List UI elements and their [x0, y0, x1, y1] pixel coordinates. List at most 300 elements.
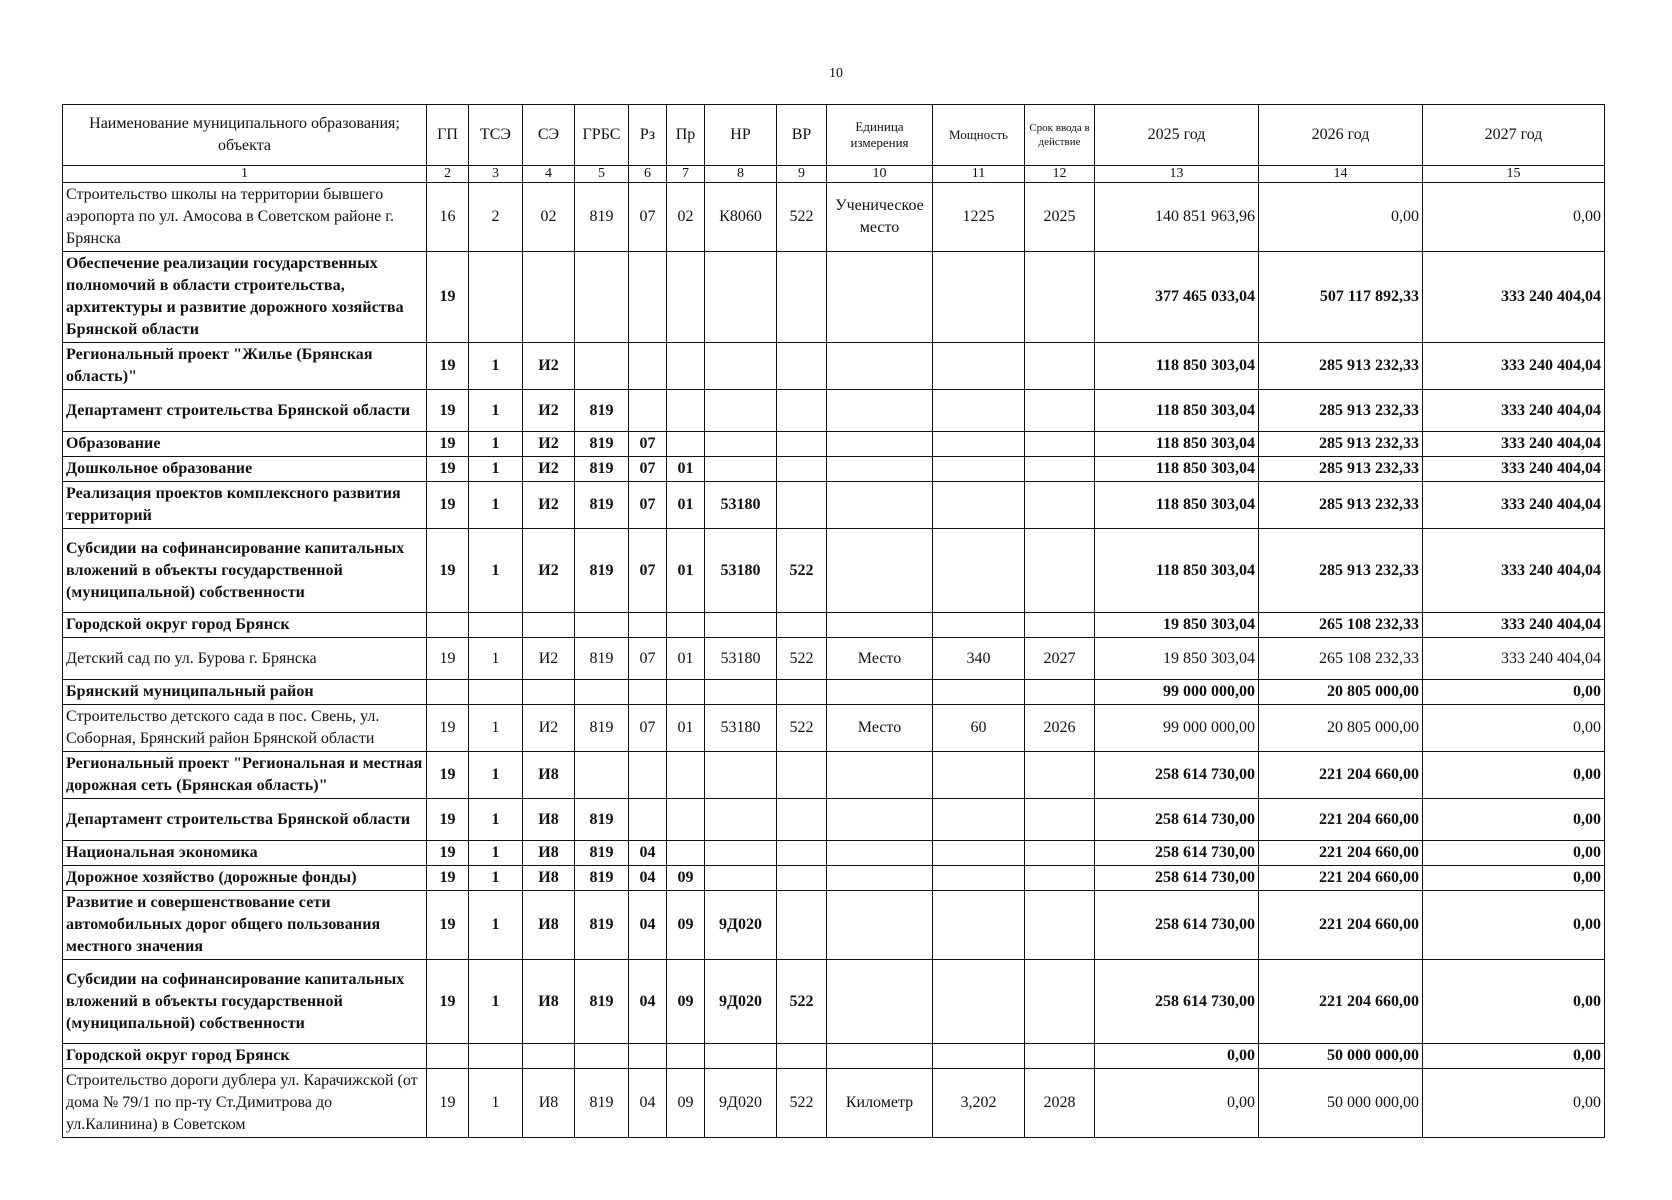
- row-name: Дорожное хозяйство (дорожные фонды): [63, 866, 427, 891]
- capacity: 1225: [933, 183, 1025, 252]
- nr-code: 53180: [705, 638, 777, 680]
- header-year-2025: 2025 год: [1095, 105, 1259, 166]
- tse-code: 1: [469, 390, 523, 432]
- capacity: [933, 841, 1025, 866]
- rz-code: 07: [629, 705, 667, 752]
- vr-code: 522: [777, 1069, 827, 1138]
- unit: [827, 432, 933, 457]
- unit: [827, 841, 933, 866]
- rz-code: [629, 752, 667, 799]
- column-number: 2: [427, 166, 469, 183]
- gp-code: 19: [427, 529, 469, 613]
- tse-code: 1: [469, 705, 523, 752]
- rz-code: 04: [629, 841, 667, 866]
- grbs-code: [575, 752, 629, 799]
- amount-2026: 221 204 660,00: [1259, 841, 1423, 866]
- commission-year: [1025, 960, 1095, 1044]
- tse-code: [469, 680, 523, 705]
- grbs-code: 819: [575, 841, 629, 866]
- amount-2027: 333 240 404,04: [1423, 529, 1605, 613]
- se-code: И8: [523, 866, 575, 891]
- se-code: И2: [523, 390, 575, 432]
- vr-code: 522: [777, 705, 827, 752]
- header-unit: Единица измерения: [827, 105, 933, 166]
- grbs-code: 819: [575, 705, 629, 752]
- gp-code: 19: [427, 432, 469, 457]
- table-row: [63, 680, 1605, 705]
- amount-2027: 0,00: [1423, 866, 1605, 891]
- rz-code: [629, 390, 667, 432]
- nr-code: 53180: [705, 705, 777, 752]
- vr-code: 522: [777, 529, 827, 613]
- amount-2027: 333 240 404,04: [1423, 613, 1605, 638]
- amount-2026: 0,00: [1259, 183, 1423, 252]
- amount-2025: 118 850 303,04: [1095, 343, 1259, 390]
- amount-2026: 20 805 000,00: [1259, 705, 1423, 752]
- rz-code: 04: [629, 891, 667, 960]
- row-name: Департамент строительства Брянской области: [63, 799, 427, 841]
- grbs-code: 819: [575, 432, 629, 457]
- pr-code: 09: [667, 1069, 705, 1138]
- table-row: [63, 432, 1605, 457]
- row-name: Городской округ город Брянск: [63, 613, 427, 638]
- vr-code: [777, 866, 827, 891]
- se-code: И2: [523, 457, 575, 482]
- pr-code: 01: [667, 705, 705, 752]
- nr-code: [705, 457, 777, 482]
- amount-2027: 0,00: [1423, 891, 1605, 960]
- nr-code: [705, 866, 777, 891]
- vr-code: [777, 1044, 827, 1069]
- gp-code: [427, 1044, 469, 1069]
- pr-code: 02: [667, 183, 705, 252]
- row-name: Строительство школы на территории бывшего аэропорта по ул. Амосова в Советском районе г. Брянска: [63, 183, 427, 252]
- column-number: 4: [523, 166, 575, 183]
- capacity: [933, 457, 1025, 482]
- unit: [827, 960, 933, 1044]
- vr-code: [777, 482, 827, 529]
- capacity: [933, 960, 1025, 1044]
- amount-2027: 333 240 404,04: [1423, 390, 1605, 432]
- tse-code: 1: [469, 866, 523, 891]
- capacity: 3,202: [933, 1069, 1025, 1138]
- capacity: [933, 252, 1025, 343]
- header-capacity: Мощность: [933, 105, 1025, 166]
- commission-year: [1025, 482, 1095, 529]
- nr-code: [705, 1044, 777, 1069]
- pr-code: 01: [667, 638, 705, 680]
- amount-2027: 0,00: [1423, 680, 1605, 705]
- tse-code: 1: [469, 799, 523, 841]
- pr-code: [667, 752, 705, 799]
- nr-code: [705, 841, 777, 866]
- pr-code: [667, 390, 705, 432]
- commission-year: 2025: [1025, 183, 1095, 252]
- row-name: Региональный проект "Региональная и местная дорожная сеть (Брянская область)": [63, 752, 427, 799]
- vr-code: [777, 680, 827, 705]
- row-name: Национальная экономика: [63, 841, 427, 866]
- capacity: [933, 432, 1025, 457]
- gp-code: 19: [427, 343, 469, 390]
- tse-code: [469, 252, 523, 343]
- vr-code: 522: [777, 960, 827, 1044]
- nr-code: 9Д020: [705, 1069, 777, 1138]
- unit: Место: [827, 705, 933, 752]
- pr-code: 09: [667, 866, 705, 891]
- table-row: [63, 752, 1605, 799]
- capacity: [933, 799, 1025, 841]
- pr-code: [667, 1044, 705, 1069]
- nr-code: [705, 390, 777, 432]
- tse-code: 2: [469, 183, 523, 252]
- amount-2026: 221 204 660,00: [1259, 752, 1423, 799]
- capacity: [933, 343, 1025, 390]
- header-tse: ТСЭ: [469, 105, 523, 166]
- vr-code: 522: [777, 183, 827, 252]
- rz-code: [629, 252, 667, 343]
- grbs-code: 819: [575, 1069, 629, 1138]
- table-row: [63, 1044, 1605, 1069]
- nr-code: [705, 252, 777, 343]
- amount-2026: 285 913 232,33: [1259, 343, 1423, 390]
- amount-2025: 258 614 730,00: [1095, 752, 1259, 799]
- rz-code: 07: [629, 183, 667, 252]
- commission-year: 2027: [1025, 638, 1095, 680]
- gp-code: 19: [427, 390, 469, 432]
- header-year-2027: 2027 год: [1423, 105, 1605, 166]
- header-pr: Пр: [667, 105, 705, 166]
- se-code: [523, 252, 575, 343]
- se-code: И8: [523, 799, 575, 841]
- column-number: 15: [1423, 166, 1605, 183]
- pr-code: 09: [667, 960, 705, 1044]
- amount-2027: 0,00: [1423, 183, 1605, 252]
- amount-2027: 0,00: [1423, 799, 1605, 841]
- se-code: И8: [523, 1069, 575, 1138]
- grbs-code: 819: [575, 390, 629, 432]
- table-row: [63, 390, 1605, 432]
- commission-year: [1025, 680, 1095, 705]
- commission-year: [1025, 752, 1095, 799]
- header-rz: Рз: [629, 105, 667, 166]
- amount-2026: 285 913 232,33: [1259, 457, 1423, 482]
- gp-code: 19: [427, 638, 469, 680]
- gp-code: 19: [427, 799, 469, 841]
- budget-table: [62, 104, 1605, 1138]
- amount-2025: 377 465 033,04: [1095, 252, 1259, 343]
- amount-2026: 221 204 660,00: [1259, 960, 1423, 1044]
- amount-2025: 258 614 730,00: [1095, 891, 1259, 960]
- tse-code: 1: [469, 960, 523, 1044]
- table-row: [63, 705, 1605, 752]
- se-code: [523, 1044, 575, 1069]
- capacity: [933, 529, 1025, 613]
- table-row: [63, 1069, 1605, 1138]
- table-row: [63, 252, 1605, 343]
- tse-code: 1: [469, 529, 523, 613]
- se-code: И8: [523, 891, 575, 960]
- tse-code: 1: [469, 841, 523, 866]
- vr-code: [777, 432, 827, 457]
- rz-code: 04: [629, 1069, 667, 1138]
- amount-2026: 507 117 892,33: [1259, 252, 1423, 343]
- amount-2027: 0,00: [1423, 705, 1605, 752]
- row-name: Субсидии на софинансирование капитальных вложений в объекты государственной (муниципальной) собственности: [63, 960, 427, 1044]
- rz-code: 07: [629, 638, 667, 680]
- amount-2027: 0,00: [1423, 1069, 1605, 1138]
- vr-code: [777, 613, 827, 638]
- table-row: [63, 638, 1605, 680]
- row-name: Субсидии на софинансирование капитальных вложений в объекты государственной (муниципальной) собственности: [63, 529, 427, 613]
- commission-year: [1025, 799, 1095, 841]
- column-number-row: [63, 166, 1605, 183]
- amount-2026: 50 000 000,00: [1259, 1069, 1423, 1138]
- column-number: 11: [933, 166, 1025, 183]
- tse-code: [469, 613, 523, 638]
- grbs-code: [575, 252, 629, 343]
- amount-2025: 258 614 730,00: [1095, 841, 1259, 866]
- commission-year: 2028: [1025, 1069, 1095, 1138]
- table-row: [63, 613, 1605, 638]
- se-code: И2: [523, 482, 575, 529]
- rz-code: [629, 343, 667, 390]
- gp-code: 19: [427, 960, 469, 1044]
- table-row: [63, 482, 1605, 529]
- grbs-code: 819: [575, 799, 629, 841]
- amount-2025: 140 851 963,96: [1095, 183, 1259, 252]
- unit: [827, 457, 933, 482]
- gp-code: [427, 613, 469, 638]
- vr-code: [777, 891, 827, 960]
- amount-2025: 0,00: [1095, 1069, 1259, 1138]
- pr-code: [667, 432, 705, 457]
- se-code: И2: [523, 343, 575, 390]
- amount-2027: 333 240 404,04: [1423, 638, 1605, 680]
- tse-code: 1: [469, 457, 523, 482]
- capacity: [933, 613, 1025, 638]
- grbs-code: 819: [575, 638, 629, 680]
- table-row: [63, 343, 1605, 390]
- capacity: 60: [933, 705, 1025, 752]
- se-code: 02: [523, 183, 575, 252]
- capacity: 340: [933, 638, 1025, 680]
- pr-code: 01: [667, 529, 705, 613]
- amount-2025: 258 614 730,00: [1095, 799, 1259, 841]
- pr-code: [667, 841, 705, 866]
- gp-code: 19: [427, 1069, 469, 1138]
- header-grbs: ГРБС: [575, 105, 629, 166]
- row-name: Департамент строительства Брянской области: [63, 390, 427, 432]
- unit: [827, 680, 933, 705]
- capacity: [933, 482, 1025, 529]
- commission-year: 2026: [1025, 705, 1095, 752]
- vr-code: [777, 457, 827, 482]
- rz-code: [629, 799, 667, 841]
- amount-2025: 118 850 303,04: [1095, 432, 1259, 457]
- column-number: 12: [1025, 166, 1095, 183]
- amount-2026: 221 204 660,00: [1259, 891, 1423, 960]
- capacity: [933, 390, 1025, 432]
- column-number: 9: [777, 166, 827, 183]
- tse-code: 1: [469, 638, 523, 680]
- unit: [827, 252, 933, 343]
- column-number: 7: [667, 166, 705, 183]
- pr-code: [667, 799, 705, 841]
- column-number: 6: [629, 166, 667, 183]
- rz-code: 04: [629, 960, 667, 1044]
- grbs-code: [575, 343, 629, 390]
- gp-code: 19: [427, 482, 469, 529]
- table-row: [63, 841, 1605, 866]
- rz-code: [629, 680, 667, 705]
- header-row: [63, 105, 1605, 166]
- commission-year: [1025, 1044, 1095, 1069]
- pr-code: [667, 343, 705, 390]
- amount-2025: 19 850 303,04: [1095, 638, 1259, 680]
- tse-code: 1: [469, 343, 523, 390]
- nr-code: 9Д020: [705, 891, 777, 960]
- row-name: Детский сад по ул. Бурова г. Брянска: [63, 638, 427, 680]
- vr-code: [777, 752, 827, 799]
- commission-year: [1025, 841, 1095, 866]
- amount-2026: 265 108 232,33: [1259, 613, 1423, 638]
- gp-code: 19: [427, 705, 469, 752]
- row-name: Образование: [63, 432, 427, 457]
- grbs-code: 819: [575, 891, 629, 960]
- amount-2026: 50 000 000,00: [1259, 1044, 1423, 1069]
- unit: [827, 752, 933, 799]
- row-name: Региональный проект "Жилье (Брянская область)": [63, 343, 427, 390]
- nr-code: [705, 613, 777, 638]
- gp-code: 19: [427, 752, 469, 799]
- se-code: [523, 680, 575, 705]
- table-row: [63, 799, 1605, 841]
- gp-code: [427, 680, 469, 705]
- grbs-code: 819: [575, 960, 629, 1044]
- nr-code: 9Д020: [705, 960, 777, 1044]
- amount-2026: 285 913 232,33: [1259, 432, 1423, 457]
- table-row: [63, 529, 1605, 613]
- grbs-code: [575, 1044, 629, 1069]
- se-code: И8: [523, 752, 575, 799]
- nr-code: [705, 343, 777, 390]
- gp-code: 19: [427, 252, 469, 343]
- unit: [827, 390, 933, 432]
- amount-2025: 99 000 000,00: [1095, 705, 1259, 752]
- amount-2026: 20 805 000,00: [1259, 680, 1423, 705]
- header-year-2026: 2026 год: [1259, 105, 1423, 166]
- table-row: [63, 866, 1605, 891]
- page-number: 10: [829, 66, 843, 81]
- gp-code: 19: [427, 891, 469, 960]
- row-name: Развитие и совершенствование сети автомобильных дорог общего пользования местного значения: [63, 891, 427, 960]
- rz-code: 07: [629, 457, 667, 482]
- vr-code: [777, 799, 827, 841]
- tse-code: 1: [469, 891, 523, 960]
- commission-year: [1025, 529, 1095, 613]
- capacity: [933, 891, 1025, 960]
- table-row: [63, 183, 1605, 252]
- amount-2025: 258 614 730,00: [1095, 960, 1259, 1044]
- vr-code: [777, 343, 827, 390]
- amount-2026: 221 204 660,00: [1259, 799, 1423, 841]
- gp-code: 19: [427, 866, 469, 891]
- amount-2026: 221 204 660,00: [1259, 866, 1423, 891]
- nr-code: 53180: [705, 529, 777, 613]
- unit: [827, 529, 933, 613]
- header-name: Наименование муниципального образования; объекта: [63, 105, 427, 166]
- column-number: 13: [1095, 166, 1259, 183]
- commission-year: [1025, 613, 1095, 638]
- capacity: [933, 680, 1025, 705]
- rz-code: 07: [629, 529, 667, 613]
- gp-code: 19: [427, 457, 469, 482]
- header-nr: НР: [705, 105, 777, 166]
- unit: [827, 891, 933, 960]
- amount-2026: 285 913 232,33: [1259, 529, 1423, 613]
- tse-code: 1: [469, 1069, 523, 1138]
- vr-code: [777, 252, 827, 343]
- se-code: [523, 613, 575, 638]
- table-row: [63, 960, 1605, 1044]
- unit: Ученическое место: [827, 183, 933, 252]
- capacity: [933, 1044, 1025, 1069]
- column-number: 3: [469, 166, 523, 183]
- se-code: И8: [523, 960, 575, 1044]
- gp-code: 16: [427, 183, 469, 252]
- gp-code: 19: [427, 841, 469, 866]
- rz-code: 04: [629, 866, 667, 891]
- grbs-code: 819: [575, 457, 629, 482]
- unit: [827, 343, 933, 390]
- commission-year: [1025, 390, 1095, 432]
- pr-code: 01: [667, 482, 705, 529]
- row-name: Брянский муниципальный район: [63, 680, 427, 705]
- nr-code: К8060: [705, 183, 777, 252]
- amount-2027: 333 240 404,04: [1423, 482, 1605, 529]
- nr-code: [705, 752, 777, 799]
- grbs-code: 819: [575, 866, 629, 891]
- row-name: Строительство дороги дублера ул. Карачижской (от дома № 79/1 по пр-ту Ст.Димитрова до ул.Калинина) в Советском: [63, 1069, 427, 1138]
- amount-2026: 265 108 232,33: [1259, 638, 1423, 680]
- row-name: Реализация проектов комплексного развития территорий: [63, 482, 427, 529]
- tse-code: [469, 1044, 523, 1069]
- tse-code: 1: [469, 752, 523, 799]
- nr-code: [705, 680, 777, 705]
- nr-code: [705, 432, 777, 457]
- rz-code: 07: [629, 482, 667, 529]
- tse-code: 1: [469, 482, 523, 529]
- commission-year: [1025, 252, 1095, 343]
- table-row: [63, 891, 1605, 960]
- amount-2027: 333 240 404,04: [1423, 252, 1605, 343]
- vr-code: [777, 390, 827, 432]
- amount-2027: 333 240 404,04: [1423, 457, 1605, 482]
- amount-2026: 285 913 232,33: [1259, 482, 1423, 529]
- amount-2027: 333 240 404,04: [1423, 343, 1605, 390]
- se-code: И2: [523, 638, 575, 680]
- nr-code: 53180: [705, 482, 777, 529]
- table-row: [63, 457, 1605, 482]
- row-name: Дошкольное образование: [63, 457, 427, 482]
- header-vr: ВР: [777, 105, 827, 166]
- amount-2025: 118 850 303,04: [1095, 457, 1259, 482]
- unit: [827, 482, 933, 529]
- nr-code: [705, 799, 777, 841]
- column-number: 10: [827, 166, 933, 183]
- amount-2027: 333 240 404,04: [1423, 432, 1605, 457]
- unit: [827, 613, 933, 638]
